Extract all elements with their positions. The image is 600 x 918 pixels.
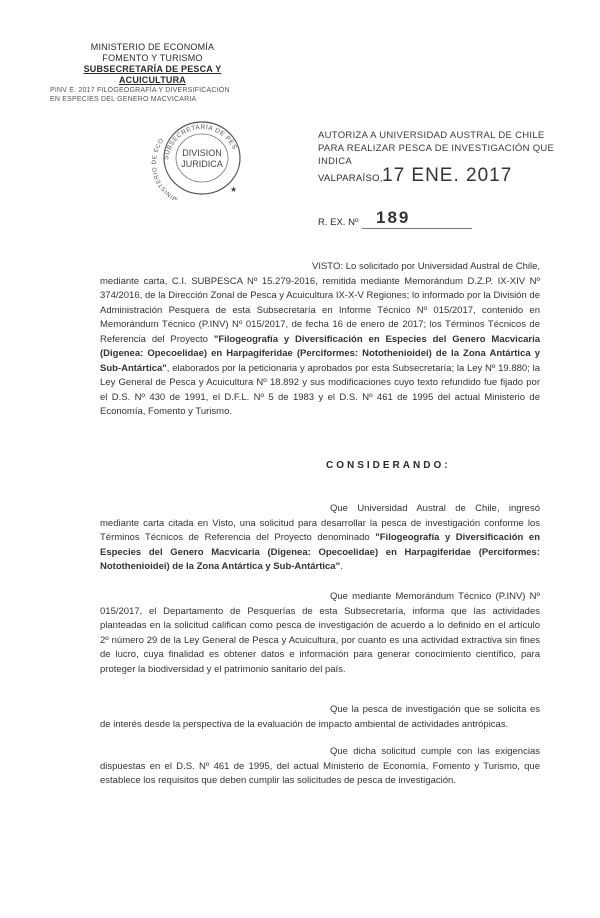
stamp-ring-top: SUBSECRETARÍA DE PES bbox=[162, 124, 238, 161]
considerando-3: Que la pesca de investigación que se solicita es de interés desde la perspectiva de la evaluación de impacto ambiental de actividades antrópicas. bbox=[100, 704, 540, 730]
stamp-center-2: JURIDICA bbox=[181, 159, 223, 169]
ministry-name: MINISTERIO DE ECONOMÍA bbox=[90, 42, 215, 52]
considerando-1 bbox=[100, 502, 540, 575]
c1-text-1: Que Universidad Austral de Chile, ingresó mediante carta citada en Visto, una solicitud para desarrollar la pesca de investigación conforme los Términos Técnicos de Referencia del Proyecto denominado bbox=[100, 503, 540, 543]
stamp-seal bbox=[150, 110, 250, 200]
c1-project-title: "Filogeografía y Diversificación en Especies del Genero Macvicaria (Digenea: Opecoelidae) en Harpagiferidae (Perciformes: Notothenioidei) de la Zona Antártica y Sub-Antártica" bbox=[100, 532, 540, 572]
division-juridica-stamp bbox=[150, 110, 250, 200]
visto-paragraph bbox=[100, 260, 540, 420]
date-value: 17 ENE. 2017 bbox=[382, 165, 513, 186]
date-row bbox=[318, 165, 578, 189]
ministry-subtitle: FOMENTO Y TURISMO bbox=[102, 53, 203, 63]
stamp-center-1: DIVISION bbox=[182, 148, 222, 158]
c1-text-2: . bbox=[340, 561, 343, 572]
considerando-heading: CONSIDERANDO: bbox=[326, 460, 451, 471]
resolution-number-row bbox=[318, 208, 578, 228]
visto-text-1: Lo solicitado por Universidad Austral de Chile, mediante carta, C.I. SUBPESCA Nº 15.279-2016, remitida mediante Memorándum D.Z.P. IX-XIV Nº 374/2016, de la Dirección Zonal de Pesca y Acuicultura IX-X-V Regiones; lo informado por la División de Administración Pesquera de esta Subsecretaría en Informe Técnico Nº 015/2017, contenido en Memorándum Técnico (P.INV) Nº 015/2017, de fecha 16 de enero de 2017; los Términos Técnicos de Referencia del Proyecto bbox=[100, 261, 540, 345]
file-reference-1: PINV E. 2017 FILOGEOGRAFÍA Y DIVERSIFICACIÓN bbox=[50, 87, 230, 94]
stamp-star-icon: ★ bbox=[230, 185, 238, 194]
visto-lead: VISTO: bbox=[312, 261, 343, 272]
considerando-2: Que mediante Memorándum Técnico (P.INV) Nº 015/2017, el Departamento de Pesquerías de esta Subsecretaría, informa que las actividades planteadas en la solicitud califican como pesca de investigación de acuerdo a lo definido en el artículo 2º número 29 de la Ley General de Pesca y Acuicultura, por cuanto es una actividad extractiva sin fines de lucro, cuya finalidad es obtener datos e información para generar conocimiento científico, para proteger la biodiversidad y el patrimonio sanitario del país. bbox=[100, 591, 540, 675]
considerando-4: Que dicha solicitud cumple con las exigencias dispuestas en el D.S. Nº 461 de 1995, del actual Ministerio de Economía, Fomento y Turismo, que establece los requisitos que deben cumplir las solicitudes de pesca de investigación. bbox=[100, 746, 540, 786]
resolution-subject: AUTORIZA A UNIVERSIDAD AUSTRAL DE CHILE PARA REALIZAR PESCA DE INVESTIGACIÓN QUE INDICA bbox=[318, 130, 555, 167]
stamp-ring-left: MINISTERIO DE ECO bbox=[151, 137, 179, 200]
resolution-number-label: R. EX. Nº bbox=[318, 217, 359, 228]
file-reference-2: EN ESPECIES DEL GENERO MACVICARIA bbox=[50, 96, 197, 103]
visto-text-2: , elaborados por la peticionaria y aprobados por esta Subsecretaría; la Ley Nº 19.880; la Ley General de Pesca y Acuicultura Nº 18.892 y sus modificaciones cuyo texto refundido fue fijado por el D.S. Nº 430 de 1991, el D.F.L. Nº 5 de 1983 y el D.S. Nº 461 de 1995 del actual Ministerio de Economía, Fomento y Turismo. bbox=[100, 362, 540, 417]
subsecretaria-name: SUBSECRETARÍA DE PESCA Y ACUICULTURA bbox=[83, 64, 222, 85]
date-label: VALPARAÍSO, bbox=[318, 173, 383, 184]
letterhead bbox=[50, 42, 255, 104]
resolution-number-underline bbox=[362, 228, 472, 229]
resolution-number: 189 bbox=[376, 208, 411, 227]
visto-project-title: "Filogeografía y Diversificación en Especies del Genero Macvicaria (Digenea: Opecoelidae) en Harpagiferidae (Perciformes: Notothenioidei) de la Zona Antártica y Sub-Antártica" bbox=[100, 333, 541, 374]
